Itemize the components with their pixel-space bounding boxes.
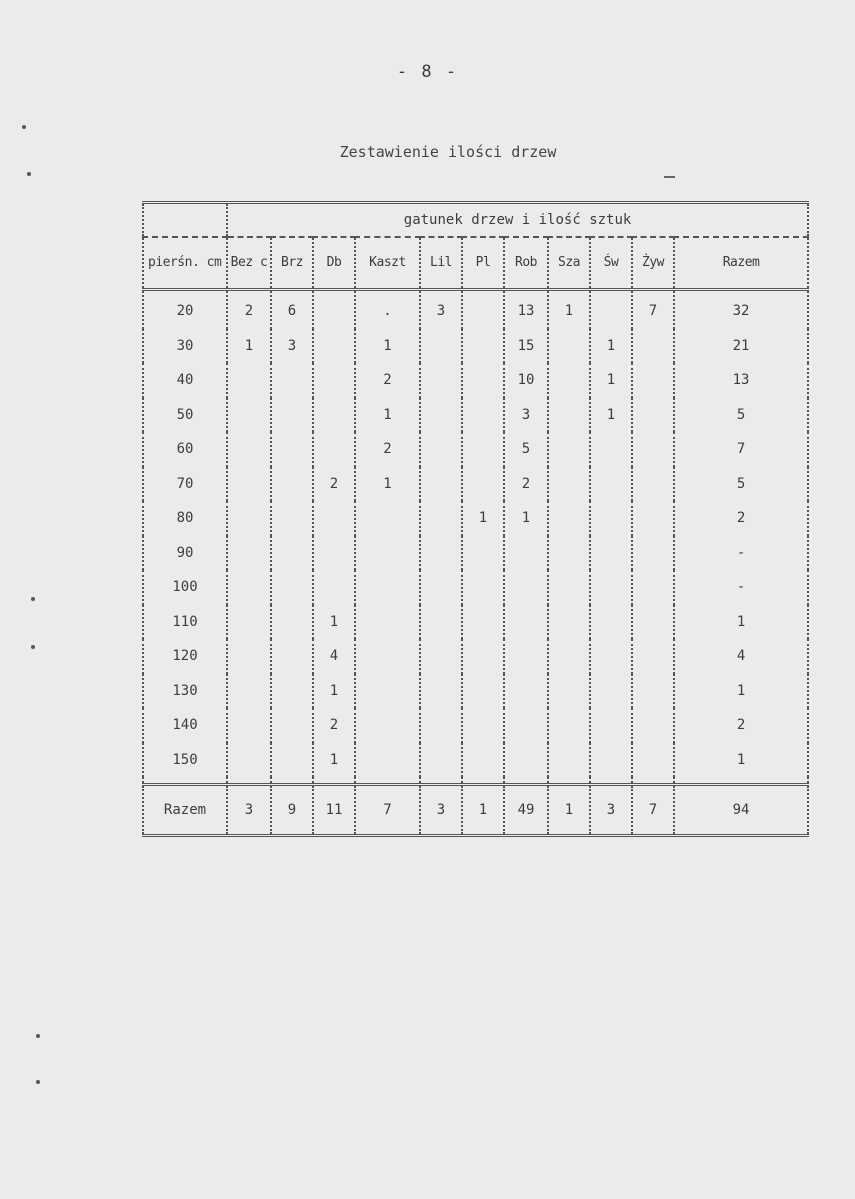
count-cell <box>632 639 674 674</box>
count-cell <box>504 708 548 743</box>
table-row <box>143 743 808 778</box>
diameter-cell: 90 <box>143 536 227 571</box>
count-cell <box>590 639 632 674</box>
count-cell: . <box>355 290 420 329</box>
count-cell <box>632 432 674 467</box>
count-cell: 10 <box>504 363 548 398</box>
species-column-header: Bez c <box>227 237 271 290</box>
count-cell <box>590 432 632 467</box>
count-cell <box>548 363 590 398</box>
row-total-cell: 2 <box>674 501 808 536</box>
count-cell <box>227 605 271 640</box>
count-cell: 1 <box>355 329 420 364</box>
count-cell <box>548 674 590 709</box>
diameter-cell: 80 <box>143 501 227 536</box>
row-total-cell: 1 <box>674 743 808 778</box>
page-number: - 8 - <box>396 62 459 82</box>
species-total-cell: 3 <box>420 785 462 836</box>
table-row <box>143 290 808 329</box>
totals-row <box>143 785 808 836</box>
count-cell <box>632 467 674 502</box>
species-column-header: Żyw <box>632 237 674 290</box>
row-total-cell: - <box>674 536 808 571</box>
count-cell <box>462 743 504 778</box>
count-cell: 5 <box>504 432 548 467</box>
count-cell <box>271 536 313 571</box>
count-cell: 1 <box>313 743 355 778</box>
count-cell <box>420 570 462 605</box>
row-total-cell: 5 <box>674 398 808 433</box>
count-cell: 7 <box>632 290 674 329</box>
count-cell <box>590 674 632 709</box>
count-cell <box>227 467 271 502</box>
count-cell <box>271 708 313 743</box>
count-cell <box>227 363 271 398</box>
diameter-cell: 40 <box>143 363 227 398</box>
table-row <box>143 708 808 743</box>
row-total-cell: - <box>674 570 808 605</box>
punch-hole <box>36 1034 40 1038</box>
count-cell <box>271 605 313 640</box>
diameter-cell: 130 <box>143 674 227 709</box>
spacer-cell <box>632 777 674 785</box>
species-total-cell: 9 <box>271 785 313 836</box>
spacer-cell <box>504 777 548 785</box>
diameter-cell: 30 <box>143 329 227 364</box>
spacer-cell <box>462 777 504 785</box>
spacer-cell <box>590 777 632 785</box>
species-column-header: Św <box>590 237 632 290</box>
species-total-cell: 3 <box>590 785 632 836</box>
count-cell: 1 <box>355 398 420 433</box>
species-total-cell: 1 <box>462 785 504 836</box>
row-total-cell: 2 <box>674 708 808 743</box>
count-cell <box>420 329 462 364</box>
count-cell <box>590 743 632 778</box>
diameter-cell: 70 <box>143 467 227 502</box>
count-cell <box>548 605 590 640</box>
count-cell <box>504 536 548 571</box>
count-cell <box>313 536 355 571</box>
count-cell <box>355 708 420 743</box>
count-cell <box>420 501 462 536</box>
tree-count-table <box>142 201 809 837</box>
count-cell <box>548 432 590 467</box>
species-group-header: gatunek drzew i ilość sztuk <box>227 203 808 238</box>
table-row <box>143 501 808 536</box>
punch-hole <box>36 1080 40 1084</box>
species-column-header: Lil <box>420 237 462 290</box>
count-cell: 3 <box>271 329 313 364</box>
count-cell: 2 <box>355 363 420 398</box>
table-row <box>143 329 808 364</box>
species-total-cell: 3 <box>227 785 271 836</box>
row-total-cell: 1 <box>674 605 808 640</box>
spacer-cell <box>313 777 355 785</box>
count-cell <box>548 639 590 674</box>
spacer-cell <box>355 777 420 785</box>
count-cell <box>271 467 313 502</box>
table-row <box>143 363 808 398</box>
count-cell <box>504 743 548 778</box>
diameter-cell: 120 <box>143 639 227 674</box>
count-cell <box>420 674 462 709</box>
count-cell <box>355 743 420 778</box>
row-total-cell: 13 <box>674 363 808 398</box>
spacer-cell <box>548 777 590 785</box>
count-cell <box>548 570 590 605</box>
count-cell <box>420 467 462 502</box>
count-cell <box>462 363 504 398</box>
count-cell <box>313 570 355 605</box>
count-cell <box>355 674 420 709</box>
count-cell <box>632 398 674 433</box>
row-total-cell: 21 <box>674 329 808 364</box>
spacer-cell <box>227 777 271 785</box>
count-cell <box>462 329 504 364</box>
count-cell <box>313 501 355 536</box>
count-cell <box>548 467 590 502</box>
diameter-cell: 20 <box>143 290 227 329</box>
row-total-cell: 1 <box>674 674 808 709</box>
count-cell <box>504 639 548 674</box>
table-row <box>143 398 808 433</box>
count-cell: 1 <box>313 605 355 640</box>
count-cell <box>462 536 504 571</box>
row-total-cell: 5 <box>674 467 808 502</box>
count-cell <box>313 363 355 398</box>
count-cell <box>548 501 590 536</box>
spacer-cell <box>420 777 462 785</box>
count-cell <box>548 708 590 743</box>
species-column-header: Rob <box>504 237 548 290</box>
count-cell <box>590 570 632 605</box>
count-cell <box>355 570 420 605</box>
punch-hole <box>31 645 35 649</box>
count-cell <box>590 290 632 329</box>
count-cell <box>632 329 674 364</box>
table-row <box>143 674 808 709</box>
count-cell <box>462 708 504 743</box>
count-cell: 3 <box>420 290 462 329</box>
table-row <box>143 467 808 502</box>
count-cell <box>632 743 674 778</box>
count-cell <box>590 605 632 640</box>
table-row <box>143 570 808 605</box>
total-column-header: Razem <box>674 237 808 290</box>
count-cell <box>227 501 271 536</box>
punch-hole <box>27 172 31 176</box>
count-cell <box>271 432 313 467</box>
count-cell <box>355 536 420 571</box>
count-cell <box>420 363 462 398</box>
species-column-header: Brz <box>271 237 313 290</box>
count-cell: 1 <box>548 290 590 329</box>
count-cell <box>462 467 504 502</box>
species-total-cell: 7 <box>632 785 674 836</box>
species-total-cell: 1 <box>548 785 590 836</box>
count-cell <box>271 639 313 674</box>
count-cell: 1 <box>504 501 548 536</box>
spacer-cell <box>271 777 313 785</box>
count-cell <box>462 570 504 605</box>
document-title: Zestawienie ilości drzew <box>339 143 557 161</box>
count-cell <box>227 639 271 674</box>
count-cell <box>462 290 504 329</box>
table-row <box>143 639 808 674</box>
count-cell: 15 <box>504 329 548 364</box>
count-cell <box>462 674 504 709</box>
count-cell <box>420 536 462 571</box>
count-cell <box>590 501 632 536</box>
row-total-cell: 32 <box>674 290 808 329</box>
count-cell <box>462 605 504 640</box>
count-cell <box>271 398 313 433</box>
count-cell: 1 <box>462 501 504 536</box>
punch-hole <box>22 125 26 129</box>
diameter-cell: 110 <box>143 605 227 640</box>
count-cell: 1 <box>590 398 632 433</box>
count-cell: 6 <box>271 290 313 329</box>
count-cell: 2 <box>313 467 355 502</box>
species-column-header: Kaszt <box>355 237 420 290</box>
count-cell <box>548 329 590 364</box>
count-cell <box>227 743 271 778</box>
count-cell <box>313 290 355 329</box>
count-cell <box>504 605 548 640</box>
row-total-cell: 4 <box>674 639 808 674</box>
count-cell <box>420 708 462 743</box>
count-cell <box>632 570 674 605</box>
pen-mark <box>664 176 675 178</box>
species-total-cell: 11 <box>313 785 355 836</box>
diameter-cell: 50 <box>143 398 227 433</box>
count-cell <box>271 674 313 709</box>
species-total-cell: 49 <box>504 785 548 836</box>
count-cell <box>548 743 590 778</box>
count-cell: 4 <box>313 639 355 674</box>
count-cell <box>504 570 548 605</box>
count-cell: 1 <box>590 329 632 364</box>
table-row <box>143 605 808 640</box>
table-row <box>143 432 808 467</box>
count-cell: 3 <box>504 398 548 433</box>
count-cell <box>420 398 462 433</box>
count-cell <box>271 570 313 605</box>
count-cell <box>227 708 271 743</box>
count-cell <box>271 743 313 778</box>
count-cell <box>504 674 548 709</box>
count-cell <box>632 708 674 743</box>
count-cell <box>632 363 674 398</box>
count-cell <box>227 674 271 709</box>
count-cell <box>420 639 462 674</box>
count-cell: 2 <box>504 467 548 502</box>
count-cell <box>227 570 271 605</box>
empty-corner-cell <box>143 203 227 238</box>
count-cell <box>227 398 271 433</box>
count-cell <box>590 536 632 571</box>
count-cell <box>462 639 504 674</box>
count-cell <box>355 501 420 536</box>
count-cell: 1 <box>227 329 271 364</box>
count-cell: 2 <box>313 708 355 743</box>
count-cell <box>632 605 674 640</box>
diameter-header: pierśn. cm <box>143 237 227 290</box>
species-column-header: Sza <box>548 237 590 290</box>
table-spacer-row <box>143 777 808 785</box>
count-cell <box>313 329 355 364</box>
count-cell <box>548 398 590 433</box>
count-cell <box>420 605 462 640</box>
count-cell <box>632 674 674 709</box>
count-cell <box>227 536 271 571</box>
count-cell <box>227 432 271 467</box>
species-column-header: Db <box>313 237 355 290</box>
diameter-cell: 150 <box>143 743 227 778</box>
count-cell <box>632 501 674 536</box>
spacer-cell <box>143 777 227 785</box>
count-cell: 2 <box>355 432 420 467</box>
diameter-cell: 60 <box>143 432 227 467</box>
count-cell: 2 <box>227 290 271 329</box>
count-cell <box>632 536 674 571</box>
count-cell <box>590 708 632 743</box>
count-cell <box>355 605 420 640</box>
totals-label: Razem <box>143 785 227 836</box>
count-cell <box>590 467 632 502</box>
table-row <box>143 536 808 571</box>
punch-hole <box>31 597 35 601</box>
count-cell <box>548 536 590 571</box>
count-cell <box>271 363 313 398</box>
grand-total-cell: 94 <box>674 785 808 836</box>
species-column-header: Pl <box>462 237 504 290</box>
count-cell: 1 <box>590 363 632 398</box>
spacer-cell <box>674 777 808 785</box>
count-cell <box>462 432 504 467</box>
count-cell <box>420 743 462 778</box>
count-cell <box>355 639 420 674</box>
row-total-cell: 7 <box>674 432 808 467</box>
count-cell <box>313 432 355 467</box>
count-cell <box>462 398 504 433</box>
species-total-cell: 7 <box>355 785 420 836</box>
count-cell <box>271 501 313 536</box>
diameter-cell: 100 <box>143 570 227 605</box>
count-cell: 1 <box>313 674 355 709</box>
count-cell <box>420 432 462 467</box>
count-cell: 13 <box>504 290 548 329</box>
diameter-cell: 140 <box>143 708 227 743</box>
count-cell: 1 <box>355 467 420 502</box>
count-cell <box>313 398 355 433</box>
